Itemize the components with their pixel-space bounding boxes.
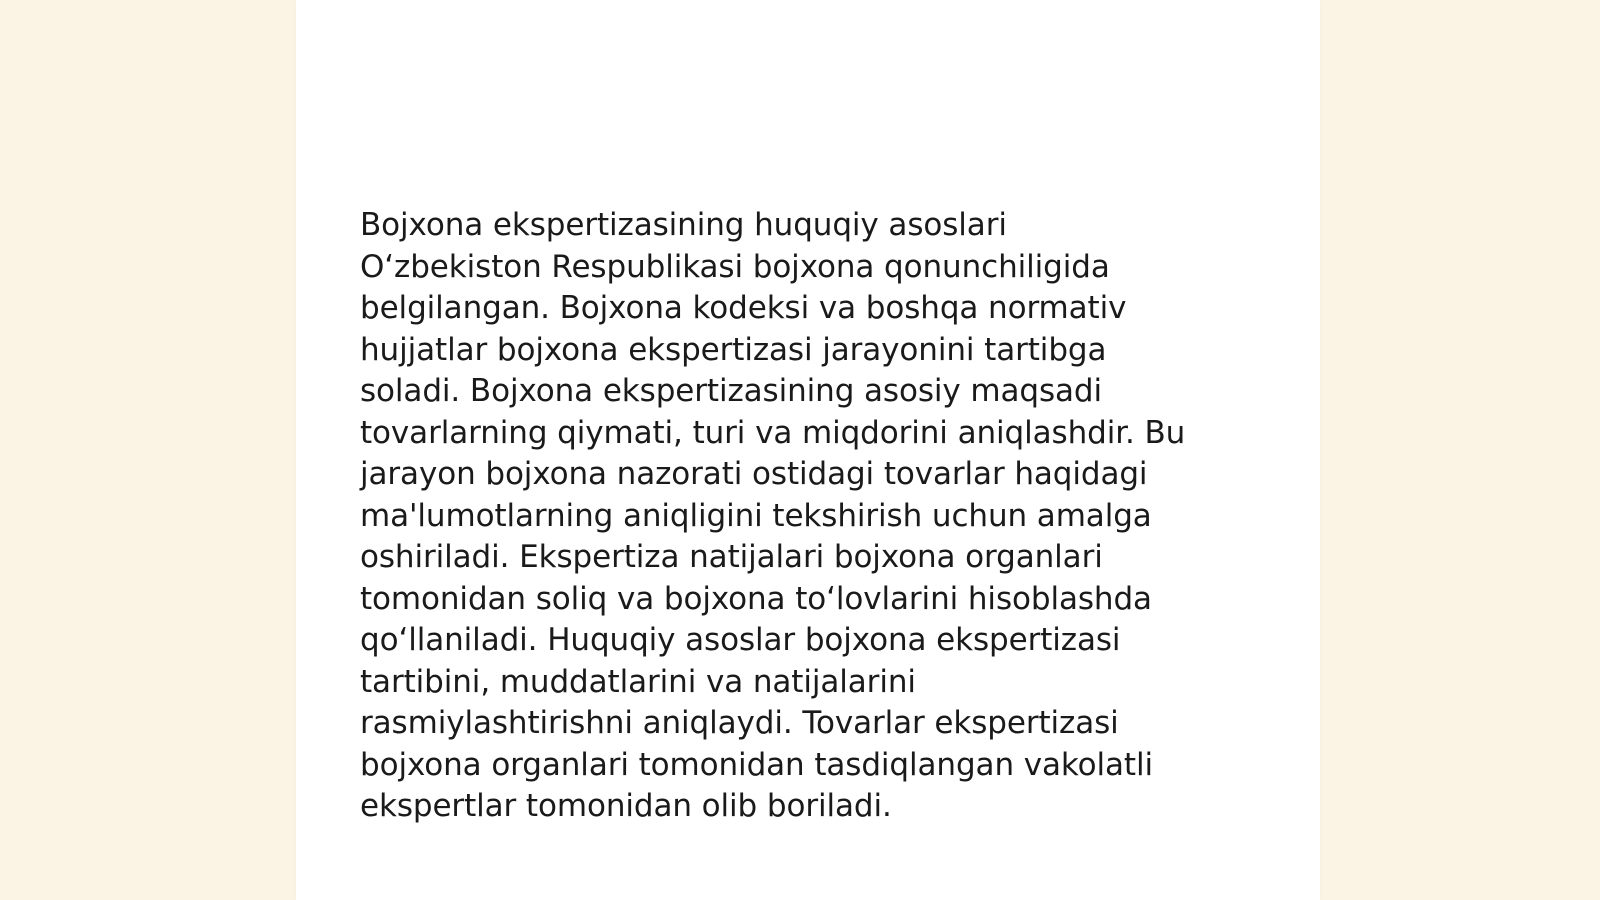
paragraph-line: tomonidan soliq va bojxona to‘lovlarini hisoblashda (360, 580, 1152, 617)
document-page (296, 0, 1320, 900)
paragraph-line: soladi. Bojxona ekspertizasining asosiy maqsadi (360, 373, 1103, 409)
left-margin-background (0, 0, 296, 900)
paragraph-line: O‘zbekiston Respublikasi bojxona qonunchiligida (360, 248, 1110, 285)
paragraph-line: jarayon bojxona nazorati ostidagi tovarlar haqidagi (360, 456, 1148, 492)
paragraph-line: bojxona organlari tomonidan tasdiqlangan vakolatli (360, 746, 1153, 783)
paragraph-line: rasmiylashtirishni aniqlaydi. Tovarlar ekspertizasi (360, 705, 1119, 741)
paragraph-line: Bojxona ekspertizasining huquqiy asoslari (360, 207, 1007, 243)
paragraph-line: tovarlarning qiymati, turi va miqdorini aniqlashdir. Bu (360, 414, 1186, 451)
paragraph-line: ma'lumotlarning aniqligini tekshirish uchun amalga (360, 497, 1152, 534)
paragraph-line: hujjatlar bojxona ekspertizasi jarayonini tartibga (360, 331, 1107, 368)
right-margin-background (1320, 0, 1600, 900)
paragraph-line: tartibini, muddatlarini va natijalarini (360, 663, 916, 700)
body-paragraph (360, 205, 1240, 828)
paragraph-line: belgilangan. Bojxona kodeksi va boshqa normativ (360, 290, 1127, 326)
paragraph-line: ekspertlar tomonidan olib boriladi. (360, 788, 892, 824)
paragraph-line: oshiriladi. Ekspertiza natijalari bojxona organlari (360, 539, 1103, 575)
paragraph-line: qo‘llaniladi. Huquqiy asoslar bojxona ekspertizasi (360, 622, 1121, 658)
